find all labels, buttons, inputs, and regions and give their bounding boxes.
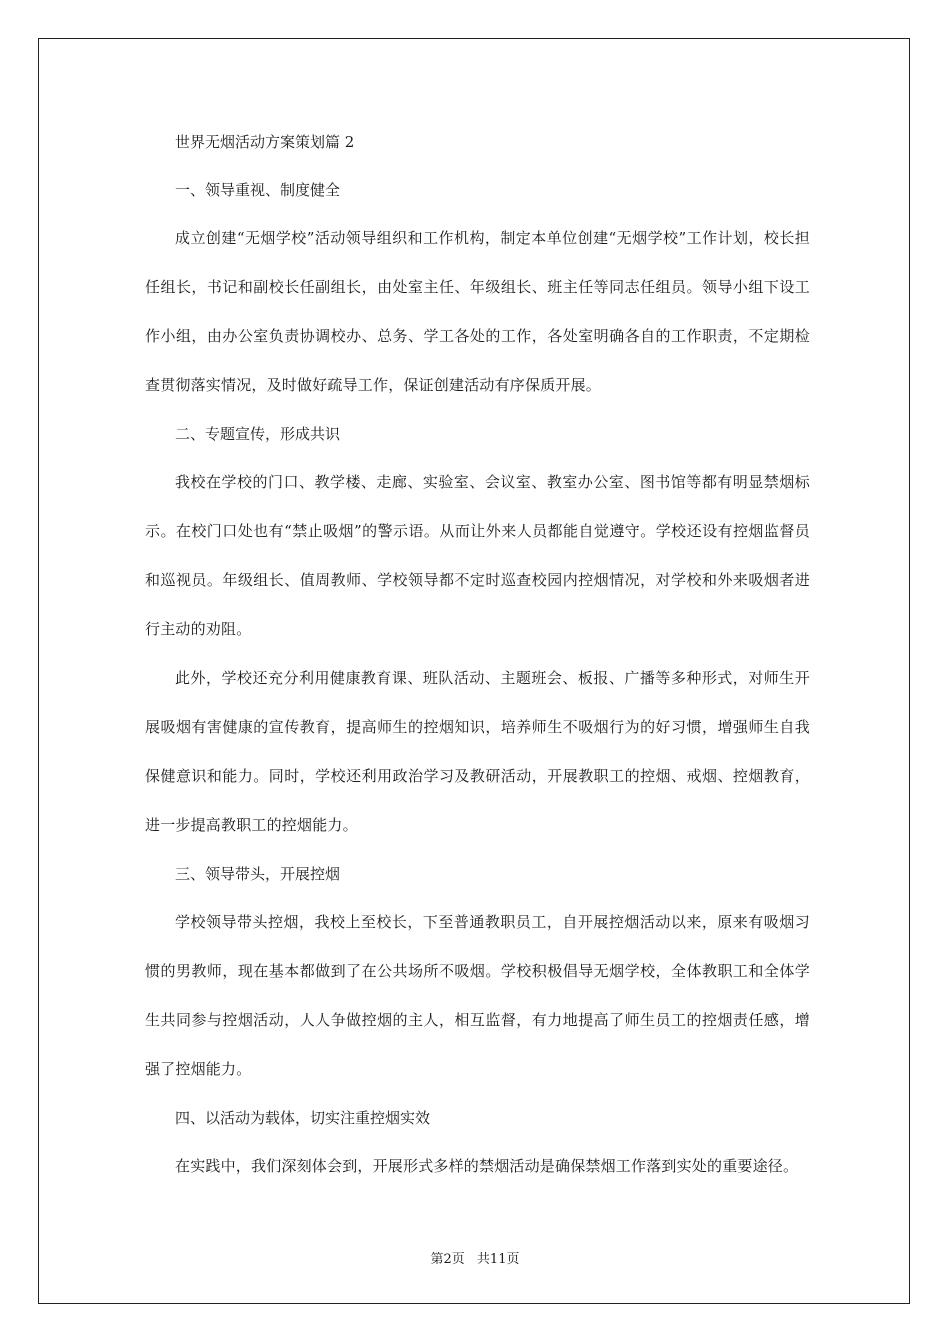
- section-4-heading: 四、以活动为载体，切实注重控烟实效: [175, 1109, 431, 1127]
- section-2-paragraph-2: 此外，学校还充分利用健康教育课、班队活动、主题班会、板报、广播等多种形式，对师生开展吸烟有害健康的宣传教育，提高师生的控烟知识，培养师生不吸烟行为的好习惯，增强师生自我保健意识和能力。同时，学校还利用政治学习及教研活动，开展教职工的控烟、戒烟、控烟教育，进一步提高教职工的控烟能力。: [145, 669, 810, 834]
- section-3-paragraph-1: 学校领导带头控烟，我校上至校长，下至普通教职员工，自开展控烟活动以来，原来有吸烟习惯的男教师，现在基本都做到了在公共场所不吸烟。学校积极倡导无烟学校，全体教职工和全体学生共同参与控烟活动，人人争做控烟的主人，相互监督，有力地提高了师生员工的控烟责任感，增强了控烟能力。: [145, 913, 810, 1078]
- section-4-paragraph-1: 在实践中，我们深刻体会到，开展形式多样的禁烟活动是确保禁烟工作落到实处的重要途径。: [175, 1157, 799, 1175]
- section-1-heading: 一、领导重视、制度健全: [175, 181, 341, 199]
- page-number-footer: 第2页 共11页: [430, 1252, 520, 1267]
- document-title: 世界无烟活动方案策划篇 2: [175, 133, 355, 151]
- document-body: [145, 118, 810, 1191]
- section-3-heading: 三、领导带头，开展控烟: [175, 865, 341, 883]
- section-1-paragraph-1: 成立创建“无烟学校”活动领导组织和工作机构，制定本单位创建“无烟学校”工作计划，校长担任组长，书记和副校长任副组长，由处室主任、年级组长、班主任等同志任组员。领导小组下设工作小组，由办公室负责协调校办、总务、学工各处的工作，各处室明确各自的工作职责，不定期检查贯彻落实情况，及时做好疏导工作，保证创建活动有序保质开展。: [145, 229, 810, 394]
- section-2-paragraph-1: 我校在学校的门口、教学楼、走廊、实验室、会议室、教室办公室、图书馆等都有明显禁烟标示。在校门口处也有“禁止吸烟”的警示语。从而让外来人员都能自觉遵守。学校还设有控烟监督员和巡视员。年级组长、值周教师、学校领导都不定时巡查校园内控烟情况，对学校和外来吸烟者进行主动的劝阻。: [145, 473, 810, 638]
- section-2-heading: 二、专题宣传，形成共识: [175, 425, 341, 443]
